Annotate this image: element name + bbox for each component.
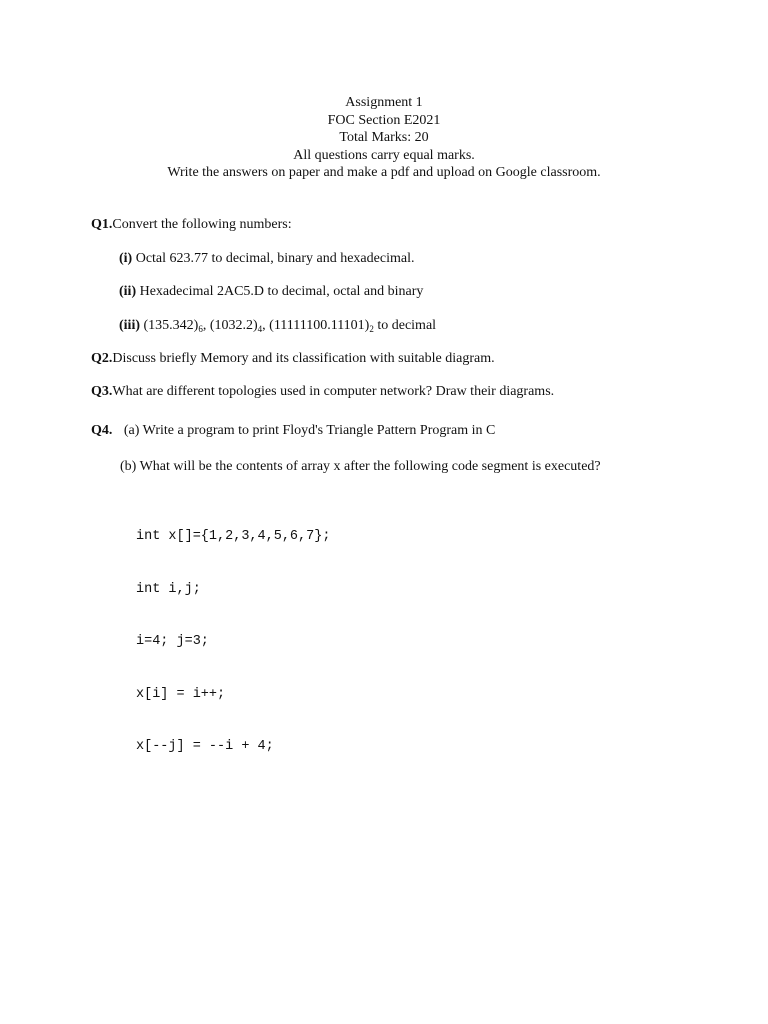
code-line: i=4; j=3; bbox=[136, 634, 209, 649]
question-3 bbox=[91, 383, 554, 400]
question-3-text: What are different topologies used in computer network? Draw their diagrams. bbox=[112, 384, 555, 399]
part-ii-label: (ii) bbox=[119, 284, 137, 299]
submission-instruction: Write the answers on paper and make a pdf and upload on Google classroom. bbox=[167, 165, 601, 180]
total-marks: Total Marks: 20 bbox=[339, 130, 429, 145]
question-3-label: Q3. bbox=[91, 384, 113, 399]
code-line: int i,j; bbox=[136, 581, 201, 597]
part-iii-label: (iii) bbox=[119, 318, 140, 333]
code-line: int x[]={1,2,3,4,5,6,7}; bbox=[136, 529, 331, 544]
part-iii-tail: to decimal bbox=[373, 318, 437, 333]
code-segment bbox=[136, 493, 330, 791]
question-4 bbox=[91, 422, 495, 439]
question-1 bbox=[91, 216, 292, 233]
question-1-part-iii bbox=[119, 317, 436, 334]
assignment-header bbox=[0, 94, 768, 182]
question-1-part-i bbox=[119, 250, 414, 267]
question-1-label: Q1. bbox=[91, 217, 113, 232]
part-ii-text: Hexadecimal 2AC5.D to decimal, octal and binary bbox=[136, 284, 424, 299]
question-1-part-ii bbox=[119, 283, 423, 300]
question-1-text: Convert the following numbers: bbox=[112, 217, 292, 232]
question-4-label: Q4. bbox=[91, 423, 113, 438]
marks-note: All questions carry equal marks. bbox=[293, 147, 475, 163]
part-i-label: (i) bbox=[119, 251, 133, 266]
number-1: (135.342) bbox=[140, 318, 199, 333]
base-1: 6 bbox=[198, 324, 203, 334]
base-3: 2 bbox=[369, 324, 374, 334]
question-2 bbox=[91, 350, 495, 367]
course-section: FOC Section E2021 bbox=[327, 112, 441, 128]
question-4-part-b-text: (b) What will be the contents of array x after the following code segment is executed? bbox=[120, 459, 601, 474]
code-line: x[i] = i++; bbox=[136, 686, 226, 702]
number-2: , (1032.2) bbox=[202, 318, 258, 333]
number-3: , (11111100.11101) bbox=[262, 318, 370, 333]
base-2: 4 bbox=[257, 324, 263, 334]
question-4-part-a: (a) Write a program to print Floyd's Triangle Pattern Program in C bbox=[123, 423, 496, 438]
code-line: x[--j] = --i + 4; bbox=[136, 739, 274, 754]
question-4-part-b bbox=[120, 458, 601, 475]
part-i-text: Octal 623.77 to decimal, binary and hexadecimal. bbox=[132, 251, 415, 266]
assignment-title: Assignment 1 bbox=[345, 95, 423, 110]
question-2-label: Q2. bbox=[91, 351, 113, 366]
question-2-text: Discuss briefly Memory and its classification with suitable diagram. bbox=[112, 351, 495, 366]
